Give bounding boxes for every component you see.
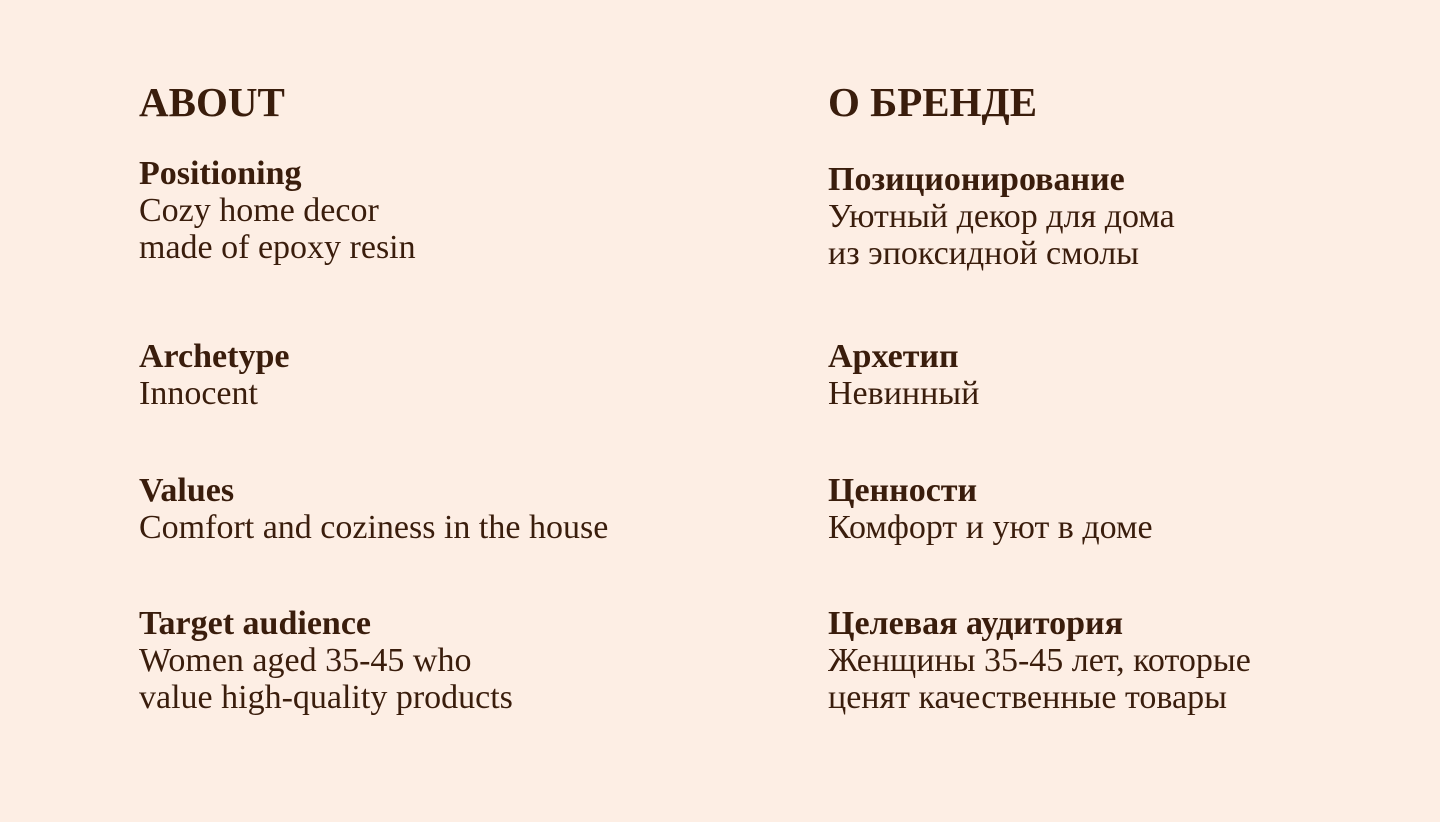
archetype-value: Innocent	[139, 375, 258, 412]
audience-section	[139, 605, 759, 716]
positioning-line-2-ru: из эпоксидной смолы	[828, 235, 1140, 272]
audience-label: Target audience	[139, 605, 372, 642]
audience-line-2: value high-quality products	[139, 679, 513, 716]
brand-heading-ru: О БРЕНДЕ	[828, 79, 1038, 125]
positioning-line-1: Cozy home decor	[139, 192, 379, 229]
values-label-ru: Ценности	[828, 472, 978, 509]
audience-label-ru: Целевая аудитория	[828, 605, 1124, 642]
archetype-label: Archetype	[139, 338, 290, 375]
audience-line-1-ru: Женщины 35-45 лет, которые	[828, 642, 1251, 679]
positioning-section-ru	[828, 161, 1440, 272]
positioning-label-ru: Позиционирование	[828, 161, 1125, 198]
audience-line-2-ru: ценят качественные товары	[828, 679, 1227, 716]
values-value-ru: Комфорт и уют в доме	[828, 509, 1153, 546]
values-value: Comfort and coziness in the house	[139, 509, 609, 546]
archetype-label-ru: Архетип	[828, 338, 959, 375]
values-section	[139, 472, 759, 546]
positioning-label: Positioning	[139, 155, 302, 192]
positioning-section	[139, 155, 759, 266]
archetype-section-ru	[828, 338, 1440, 412]
values-section-ru	[828, 472, 1440, 546]
audience-line-1: Women aged 35-45 who	[139, 642, 472, 679]
archetype-value-ru: Невинный	[828, 375, 980, 412]
archetype-section	[139, 338, 759, 412]
audience-section-ru	[828, 605, 1440, 716]
positioning-line-1-ru: Уютный декор для дома	[828, 198, 1175, 235]
positioning-line-2: made of epoxy resin	[139, 229, 416, 266]
values-label: Values	[139, 472, 235, 509]
about-heading: ABOUT	[139, 79, 285, 125]
